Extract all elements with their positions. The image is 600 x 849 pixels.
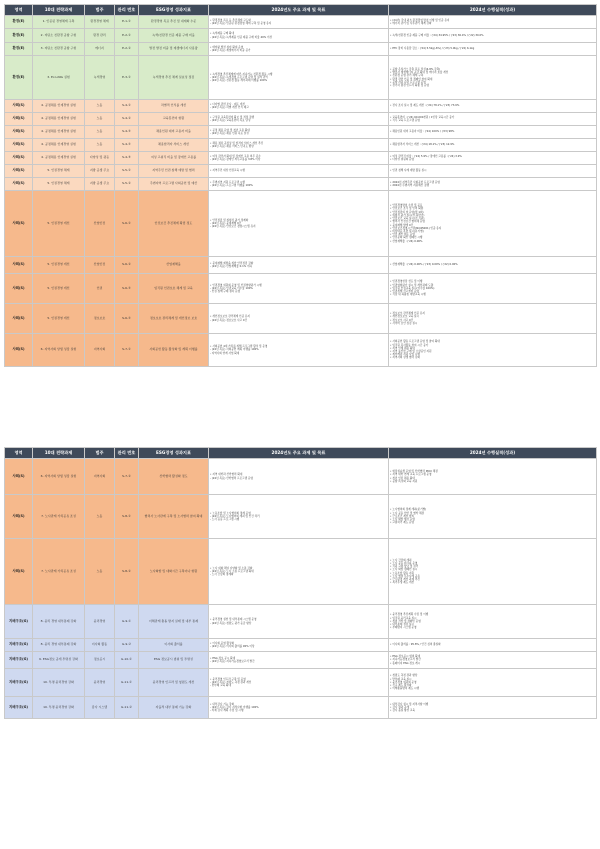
cell-idx: S-6-② — [115, 257, 139, 274]
cell-kpi: 협력사 노사관계 구축 및 노사협력 참여 확대 — [139, 495, 209, 539]
cell-goal: 3. Eco-NIG 실현 — [33, 56, 85, 100]
table-row — [5, 43, 597, 56]
cell-cat: 환경경영 체계 — [85, 16, 115, 29]
cell-cat: 지방 공생 주요 — [85, 178, 115, 191]
cell-plan: • 태양광 발전 설비 확대 운영 - (24년 목표) 재생에너지 비중 증가 — [209, 43, 389, 56]
cell-goal: 4. 공정채용 인재경영 실현 — [33, 113, 85, 126]
cell-area: 지배구조(G) — [5, 697, 33, 719]
cell-plan: • 내부감사 기능 강화 - (24년 목표) 감사 지적사항 이행률 100% - 자체 감사 계획 수립 및 시행 — [209, 697, 389, 719]
cell-plan: • 환경경영 목표 등 추진체계 고도화 - (24년 목표) 인증된 환경경영 체계 구축 및 운영 유지 — [209, 16, 389, 29]
table-row — [5, 669, 597, 697]
cell-cat: 이사회 활동 — [85, 639, 115, 652]
cell-goal: 4. 공정채용 인재경영 실현 — [33, 139, 85, 152]
cell-res: • 현장실습생 운영 및 산학협력 MOU 체결 • 지역 대학 연계 교육 프로그램 운영 • 청년 인턴 채용 확대 • 공항 특성화 교육 지원 — [389, 459, 597, 495]
cell-cat: 에너지 — [85, 43, 115, 56]
cell-goal: 4. 공정채용 인재경영 실현 — [33, 152, 85, 165]
cell-idx: E-1-① — [115, 16, 139, 29]
cell-idx: S-7-① — [115, 334, 139, 367]
cell-plan: • 윤리경영 인프라 구축 및 운영 - (24년 목표) 청렴도 측정 결과 개선 - 반부패 교육 확대 — [209, 669, 389, 697]
cell-cat: 노동 — [85, 539, 115, 605]
cell-plan: • 녹색제품 구매 확대 - (24년 목표) 녹색제품 인증 제품 구매 비율 40% 이상 — [209, 29, 389, 43]
table-row — [5, 459, 597, 495]
cell-kpi: 환경경영 목표 추진 및 내재화 수준 — [139, 16, 209, 29]
table-row — [5, 652, 597, 669]
cell-cat: 정보공시 — [85, 652, 115, 669]
cell-area: 사회(S) — [5, 178, 33, 191]
cell-res: • 내부감사 실시 및 지적사항 이행 • 감사 결과 공개 • 감사 품질 향상 교육 — [389, 697, 597, 719]
cell-plan: • 구성원 교육훈련비 확보 및 적정 집행 - (24년 목표) 교육훈련비 목표 달성 — [209, 113, 389, 126]
table-row — [5, 605, 597, 639]
cell-area: 환경(E) — [5, 16, 33, 29]
cell-idx: S-4-② — [115, 113, 139, 126]
cell-kpi: 산업재해율 — [139, 257, 209, 274]
cell-cat: 환경 관리 — [85, 29, 115, 43]
cell-area: 사회(S) — [5, 139, 33, 152]
table-row — [5, 16, 597, 29]
cell-goal: 5. 인권경영 체계 — [33, 178, 85, 191]
cell-kpi: 사회공헌 활동 활성화 및 계획 이행률 — [139, 334, 209, 367]
cell-idx: G-10-① — [115, 652, 139, 669]
header-row — [5, 448, 597, 459]
cell-res: • ESG 정보공시 범위 확대 • 지속가능경영보고서 발간 • 홈페이지 ESG 정보 게시 — [389, 652, 597, 669]
cell-goal: 4. 공정채용 인재경영 실현 — [33, 126, 85, 139]
cell-idx: G-9-② — [115, 639, 139, 652]
table-row — [5, 126, 597, 139]
header-category: 범주 — [85, 5, 115, 16]
cell-idx: S-8-① — [115, 495, 139, 539]
cell-area: 사회(S) — [5, 152, 33, 165]
header-kpi: ESG경영 성과지표 — [139, 5, 209, 16]
cell-res: • 인권경영헌장 선포 및 이행 • 인권영향평가 실시 및 개선과제 도출 • 임직원 인권교육 실시(이수율 100%) • 인권침해 신고센터 운영 • 직장 내 괴롭힘 예방교육 시행 — [389, 274, 597, 304]
cell-idx: S-7-② — [115, 459, 139, 495]
header-category: 범주 — [85, 448, 115, 459]
header-index: 관리 번호 — [115, 448, 139, 459]
cell-plan: • 개인정보보호 관리체계 인증 유지 - (24년 목표) 정보보호 사고 0건 — [209, 304, 389, 334]
cell-area: 사회(S) — [5, 274, 33, 304]
cell-res: • 산업재해율 : ('24) 0.00% / ('23) 0.00% / ('22) 0.00% — [389, 257, 597, 274]
cell-cat: 노동 — [85, 126, 115, 139]
table-row — [5, 257, 597, 274]
cell-kpi: 자율적 내부 통제 기능 강화 — [139, 697, 209, 719]
cell-cat: 노동 — [85, 113, 115, 126]
cell-kpi: 정보보호 관리체계 및 개인정보 보호 — [139, 304, 209, 334]
cell-cat: 다양성 및 평등 — [85, 152, 115, 165]
cell-kpi: 주변지역 프로그램 사회공헌 및 예산 — [139, 178, 209, 191]
cell-goal: 5. 인권경영 개선 — [33, 191, 85, 257]
cell-kpi: 이사회 출석률 — [139, 639, 209, 652]
cell-goal: 5. 인권경영 체계 — [33, 165, 85, 178]
cell-res: • 정보보호 관리체계 인증 유지 • 개인정보보호 교육 실시 • 정보보호 사고 0건 • 사이버 보안 점검 실시 — [389, 304, 597, 334]
cell-idx: G-9-① — [115, 605, 139, 639]
cell-res: • 전사 조사 실시 및 제도 개선 : ('24) 78.1% / ('23) 73.9% — [389, 100, 597, 113]
cell-res: • 윤리경영 추진계획 수립 및 이행 • 임직원 윤리교육 실시 • 청렴 서약 및 캠페인 운영 • 내부통제 점검 실시 • 부패방지 시스템 운영 — [389, 605, 597, 639]
cell-kpi: 이해관계 충돌 방지 실태 및 내부 통제 — [139, 605, 209, 639]
cell-plan: • 사회공헌 4대 가치를 위해 프로그램 활성 및 운영 - (24년 목표) 사회공헌 계획 이행률 100% - 지역사회 연계 사업 확대 — [209, 334, 389, 367]
table-row — [5, 495, 597, 539]
cell-cat: 정보보호 — [85, 304, 115, 334]
cell-area: 사회(S) — [5, 191, 33, 257]
cell-goal: 6. 지역사회 상생 성장 실현 — [33, 334, 85, 367]
cell-area: 환경(E) — [5, 56, 33, 100]
cell-res: • 노사 간담회 개최 • 노사 공동 워크숍 운영 • 직원 고충 상담 및 처리 • 노사 화합 캠페인 실시 • 노동조합 활동 지원 • 노사 협력 우수사례 공유 • 근무환경 개선 과제 추진 • 복리후생 제도 개선 — [389, 539, 597, 605]
cell-area: 사회(S) — [5, 334, 33, 367]
cell-idx: S-4-⑤ — [115, 152, 139, 165]
esg-performance-table-bottom — [4, 447, 597, 719]
cell-cat: 지방 공생 주요 — [85, 165, 115, 178]
header-kpi: ESG경영 성과지표 — [139, 448, 209, 459]
table-row — [5, 56, 597, 100]
cell-idx: E-2-① — [115, 29, 139, 43]
cell-area: 사회(S) — [5, 495, 33, 539]
cell-idx: S-6-④ — [115, 304, 139, 334]
cell-kpi: 차별적 인식률 개선 — [139, 100, 209, 113]
table-row — [5, 697, 597, 719]
cell-plan: • 노사 대화 채널 다양화 및 소통 강화 - (24년 목표) 노사 소통 프로그램 확대 - 노사 간담회 정례화 — [209, 539, 389, 605]
table-row — [5, 165, 597, 178]
table-row — [5, 304, 597, 334]
cell-plan: • 지역주민 대상 인권교육 시행 — [209, 165, 389, 178]
cell-plan: • 안전점검 및 위험성 평가 정례화 - (24년 목표) 중대재해 0건 - (24년 목표) 안전보건 경영시스템 유지 — [209, 191, 389, 257]
cell-plan: • 여성 관리자 확대 및 장애인 고용 의무 준수 - (24년 목표) 장애인 의무고용률 3.8% 이상 — [209, 152, 389, 165]
cell-area: 사회(S) — [5, 100, 33, 113]
cell-res: • 채용인원 대비 고용자 비율 : ('24) 100% / ('23) 98% — [389, 126, 597, 139]
cell-plan: • 중대재해 예방을 위한 안전점검 강화 - (24년 목표) 산업재해율 0.1% 이하 — [209, 257, 389, 274]
cell-area: 사회(S) — [5, 304, 33, 334]
table-row — [5, 334, 597, 367]
table-row — [5, 178, 597, 191]
cell-res: • ETC 장비 사용량 감소 : ('24) 5.5kg(-6%) / ('23) 5.9kg / ('22) 6.1kg — [389, 43, 597, 56]
cell-goal: 1. 인증된 경영체계 구축 — [33, 16, 85, 29]
cell-area: 사회(S) — [5, 165, 33, 178]
cell-cat: 노동 — [85, 100, 115, 113]
table-row — [5, 152, 597, 165]
cell-goal: 5. 인권경영 개선 — [33, 257, 85, 274]
cell-idx: S-5-② — [115, 178, 139, 191]
cell-plan: • 다자별 관련 조사 · 제도 개선 - (24년 목표) 차별 개선 인식 제고 — [209, 100, 389, 113]
cell-goal: 5. 인권경영 개선 — [33, 274, 85, 304]
cell-goal: 7. 노사관계 가치공유 조성 — [33, 495, 85, 539]
esg-performance-table-top — [4, 4, 597, 367]
cell-cat: 노동 — [85, 495, 115, 539]
header-strategy: 10대 전략과제 — [33, 5, 85, 16]
cell-kpi: 채용인원 대비 고용자 비율 — [139, 126, 209, 139]
cell-kpi: 녹색경영 추진 체계 실효성 점검 — [139, 56, 209, 100]
header-strategy: 10대 전략과제 — [33, 448, 85, 459]
cell-res: • 채용합격자 서비스 개선 : ('24) 18.1% / ('23) 12.9% — [389, 139, 597, 152]
cell-cat: 윤리경영 — [85, 669, 115, 697]
cell-idx: E-3-① — [115, 56, 139, 100]
cell-idx: S-4-① — [115, 100, 139, 113]
table-row — [5, 29, 597, 43]
cell-res: • 2024년 지역주민 사회공헌 프로그램 운영 • 2024년 주변지역 지원예산 집행 — [389, 178, 597, 191]
cell-cat: 지역사회 — [85, 459, 115, 495]
cell-area: 환경(E) — [5, 29, 33, 43]
cell-res: • 안전경영방침 수립 및 공표 • 안전보건 조직 및 인력 확충 • 안전점검의 날 운영(월 1회) • 위험성 평가 실시(상·하반기) • 안전보건 교육 실시(전 직원) • 협력사 안전보건 협의체 운영 • 중대재해 발생 0건 • 안전보건경영시스템(ISO45001) 인증 유지 • 비상대응 훈련 실시(분기별) • 안전 제안 제도 운영 • 안전문화 확산 캠페인 시행 • 산업재해율 : ('24) 0.00% — [389, 191, 597, 257]
cell-plan: • 윤리경영 실천 및 내부통제 시스템 운영 - (24년 목표) 청렴도 평가 등급 향상 — [209, 605, 389, 639]
table-row — [5, 539, 597, 605]
table-row — [5, 639, 597, 652]
table-row — [5, 113, 597, 126]
cell-kpi: ESG 정보공시 범위 및 투명성 — [139, 652, 209, 669]
cell-res: • (24년) 국내 최초 환경경영 방침 이행 및 인증 유지 • 에너지 관리 및 사후관리 체계 강화 — [389, 16, 597, 29]
cell-kpi: 노사화합 및 대화시간 구축이나 현황 — [139, 539, 209, 605]
cell-cat: 윤리경영 — [85, 605, 115, 639]
table-row — [5, 274, 597, 304]
cell-cat: 인권 — [85, 274, 115, 304]
cell-res: • 여성 관리직 비율 : ('24) 5.9% / 장애인 고용률 : ('24) 3.9% • 다양성 위원회 운영 — [389, 152, 597, 165]
cell-kpi: 임직원 인권보호 체계 및 교육 — [139, 274, 209, 304]
cell-area: 지배구조(G) — [5, 639, 33, 652]
cell-cat: 감사 시스템 — [85, 697, 115, 719]
cell-plan: • 녹색경영 추진체계에 따른 지속가능 친환경 활동 시행 - (24년 목표) 녹색경영 프로그램 운영 및 실적 관리 - (24년 목표) 친환경 활동 세부과제 이행률 100% — [209, 56, 389, 100]
cell-idx: S-4-④ — [115, 139, 139, 152]
cell-area: 사회(S) — [5, 126, 33, 139]
cell-idx: S-8-② — [115, 539, 139, 605]
cell-kpi: 녹색/친환경 인증 제품 구매 비율 — [139, 29, 209, 43]
cell-kpi: 윤리경영 인프라 및 청렴도 개선 — [139, 669, 209, 697]
cell-goal: 10. 투명 윤리경영 강화 — [33, 697, 85, 719]
cell-idx: S-6-③ — [115, 274, 139, 304]
cell-idx: S-4-③ — [115, 126, 139, 139]
cell-area: 사회(S) — [5, 257, 33, 274]
cell-plan: • 노동조합 및 노사협의회 정례 운영 - (24년 목표) 노사협의회 개최 및 안건 처리 - 노사 공동 프로그램 시행 — [209, 495, 389, 539]
cell-goal: 3. 저탄소 친환경 공항 구현 — [33, 43, 85, 56]
table-row — [5, 100, 597, 113]
cell-res: • 청렴도 측정 결과 향상 • 반부패 교육 실시 • 윤리경영 위원회 운영 • 신고 제도 활성화 • 이해충돌방지 제도 시행 — [389, 669, 597, 697]
cell-goal: 8. 윤리 경영 내부통제 강화 — [33, 605, 85, 639]
cell-cat: 지역사회 — [85, 334, 115, 367]
header-area: 영역 — [5, 448, 33, 459]
cell-cat: 노동 — [85, 139, 115, 152]
cell-goal: 10. 투명 윤리경영 강화 — [33, 669, 85, 697]
cell-area: 사회(S) — [5, 539, 33, 605]
cell-res: • 이사회 출석률 : 95.8% / 안건 심의 충실화 — [389, 639, 597, 652]
cell-goal: 6. 지역사회 상생 성장 실현 — [33, 459, 85, 495]
cell-idx: G-11-① — [115, 669, 139, 697]
cell-idx: G-11-② — [115, 697, 139, 719]
cell-kpi: 여성 고위직 비율 및 장애인 고용률 — [139, 152, 209, 165]
cell-plan: • 공정 채용 운영 및 청년 고용 확대 - (24년 목표) 채용 인원 목표 달성 — [209, 126, 389, 139]
cell-plan: • 주변지역 지원 프로그램 시행 - (24년 목표) 프로그램 이행률 100% — [209, 178, 389, 191]
cell-area: 사회(S) — [5, 113, 33, 126]
cell-cat: 산업안전 — [85, 191, 115, 257]
cell-res: • 사회공헌 활동 프로그램 운영 및 참여 확대 • 임직원 봉사활동 참여 시간 증가 • 지역 인재 채용 확대 • 지역 농산물 구매 및 소상공인 지원 • 취약계층 지원 사업 시행 • 지역사회 상생 협력 강화 — [389, 334, 597, 367]
header-area: 영역 — [5, 5, 33, 16]
cell-kpi: 발전 발전 비중 및 재생에너지 사용량 — [139, 43, 209, 56]
cell-goal: 8. 윤리 경영 내부통제 강화 — [33, 639, 85, 652]
cell-plan: • ESG 정보 공시 확대 - (24년 목표) 지속가능경영보고서 발간 — [209, 652, 389, 669]
cell-goal: 9. ESG정보 공개 투명성 강화 — [33, 652, 85, 669]
cell-idx: E-2-② — [115, 43, 139, 56]
table-row — [5, 139, 597, 152]
cell-res: • 녹색/친환경 인증 제품 구매 비율 : ('24) 34.95% / ('23) 36.4% / ('22) 30.0% — [389, 29, 597, 43]
cell-kpi: 안전보건 추진체계 확립 정도 — [139, 191, 209, 257]
cell-kpi: 채용합격자 서비스 개선 — [139, 139, 209, 152]
cell-area: 지배구조(G) — [5, 605, 33, 639]
cell-plan: • 인권경영 위원회 운영 및 인권영향평가 시행 - (24년 목표) 인권교육 이수율 100% - 인권 침해 구제 절차 운영 — [209, 274, 389, 304]
cell-goal: 4. 공정채용 인재경영 실현 — [33, 100, 85, 113]
cell-plan: • 이사회 운영 활성화 - (24년 목표) 이사회 출석률 90% 이상 — [209, 639, 389, 652]
cell-plan: • 채용 절차 공정성 및 합격자 서비스 개선 추진 - (24년 목표) 채용 서비스 만족도 향상 — [209, 139, 389, 152]
cell-cat: 산업안전 — [85, 257, 115, 274]
cell-res: • 교육훈련비 : ('24) 60,000천원 / 1인당 교육시간 증가 • 직무 교육 프로그램 운영 — [389, 113, 597, 126]
cell-area: 사회(S) — [5, 459, 33, 495]
header-plan: 2024년도 주요 과제 및 목표 — [209, 5, 389, 16]
cell-res: • 인권 침해 사례 예방 활동 실시 — [389, 165, 597, 178]
header-index: 관리 번호 — [115, 5, 139, 16]
cell-idx: S-6-① — [115, 191, 139, 257]
header-result: 2024년 수행실적(성과) — [389, 448, 597, 459]
cell-goal: 5. 인권경영 개선 — [33, 304, 85, 334]
cell-res: • 노사협의회 정례 개최(분기별) • 노사 공동 선언 및 협약 체결 • 근로조건 개선 합의 • 노사 화합 행사 운영 • 고충처리 제도 운영 — [389, 495, 597, 539]
cell-goal: 7. 노사관계 가치공유 조성 — [33, 539, 85, 605]
header-row — [5, 5, 597, 16]
table-row — [5, 191, 597, 257]
cell-goal: 2. 저탄소 친환경 공항 구현 — [33, 29, 85, 43]
cell-cat: 녹색경영 — [85, 56, 115, 100]
header-plan: 2024년도 주요 과제 및 목표 — [209, 448, 389, 459]
cell-kpi: 지역주민 인권 침해 예방 및 협력 — [139, 165, 209, 178]
cell-idx: S-5-① — [115, 165, 139, 178]
cell-area: 지배구조(G) — [5, 652, 33, 669]
cell-area: 환경(E) — [5, 43, 33, 56]
cell-res: • 공항 온실가스 감축 목표 달성(4.8% 감축) • 발전사 재생에너지 공급 확대 및 에너지 효율 개선 • 친환경 운영 관리 체계 구축 • 환경 관련 인증 및 캠페인 참여 확대 • 공항 자원 순환 프로그램 운영 • 전기차 충전 인프라 확충 및 운영 — [389, 56, 597, 100]
cell-kpi: 산학협력 활성화 정도 — [139, 459, 209, 495]
cell-kpi: 교육훈련비 현황 — [139, 113, 209, 126]
header-result: 2024년 수행실적(성과) — [389, 5, 597, 16]
cell-area: 지배구조(G) — [5, 669, 33, 697]
cell-plan: • 지역 대학과 산학협력 확대 - (24년 목표) 산학협력 프로그램 운영 — [209, 459, 389, 495]
